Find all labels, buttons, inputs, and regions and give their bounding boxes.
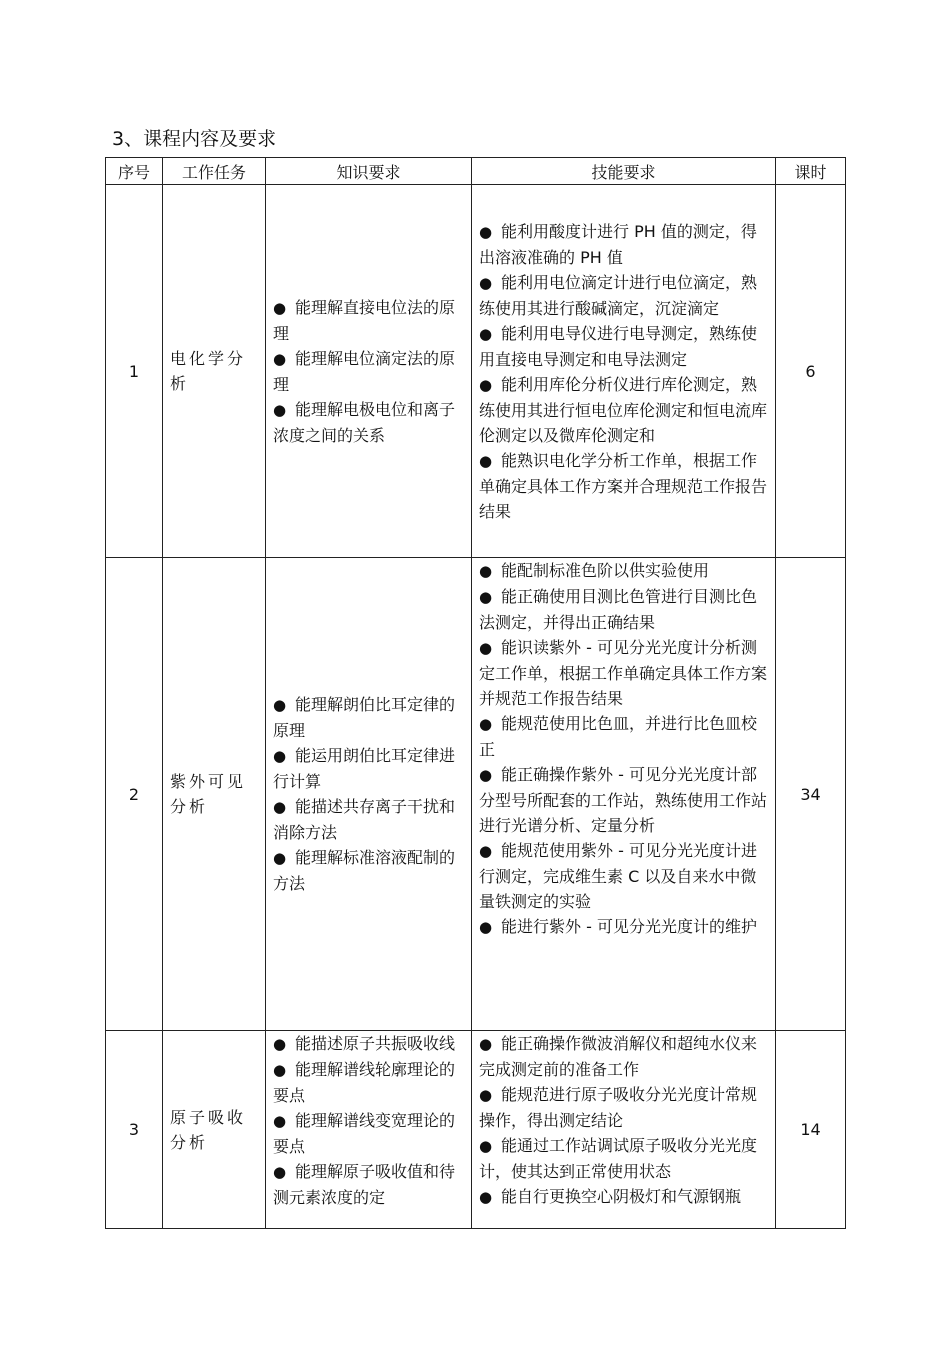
bullet-icon: ● — [479, 222, 493, 241]
bullet-icon: ● — [479, 1188, 493, 1206]
skill-text: 能配制标准色阶以供实验使用 — [501, 561, 710, 580]
section-heading: 3、课程内容及要求 — [112, 128, 277, 150]
header-skill: 技能要求 — [472, 158, 776, 185]
knowledge-item — [273, 295, 465, 346]
hours-cell: 34 — [776, 558, 846, 1031]
bullet-icon: ● — [273, 1035, 287, 1053]
bullet-icon: ● — [479, 1137, 493, 1155]
bullet-icon: ● — [479, 639, 493, 657]
bullet-icon: ● — [479, 766, 493, 784]
bullet-icon: ● — [273, 400, 287, 419]
course-table — [105, 157, 846, 1229]
bullet-icon: ● — [273, 696, 287, 714]
knowledge-item — [273, 794, 465, 845]
skill-text: 能利用电位滴定计进行电位滴定，熟练使用其进行酸碱滴定，沉淀滴定 — [479, 272, 758, 318]
bullet-icon: ● — [479, 1035, 493, 1053]
skill-item — [479, 584, 769, 635]
knowledge-item — [273, 1159, 465, 1210]
knowledge-text: 能理解电极电位和离子浓度之间的关系 — [273, 399, 456, 445]
skill-text: 能利用酸度计进行 PH 值的测定，得出溶液准确的 PH 值 — [479, 221, 757, 267]
skill-text: 能进行紫外 - 可见分光光度计的维护 — [501, 917, 757, 936]
bullet-icon: ● — [273, 1061, 287, 1079]
knowledge-cell — [266, 558, 472, 1031]
knowledge-cell — [266, 185, 472, 558]
skill-cell — [472, 1031, 776, 1229]
knowledge-text: 能理解标准溶液配制的方法 — [273, 848, 456, 893]
knowledge-text: 能理解电位滴定法的原理 — [273, 348, 456, 394]
bullet-icon: ● — [479, 1086, 493, 1104]
skill-text: 能熟识电化学分析工作单，根据工作单确定具体工作方案并合理规范工作报告结果 — [479, 450, 768, 521]
knowledge-item — [273, 845, 465, 896]
bullet-icon: ● — [273, 747, 287, 765]
table-row — [106, 558, 846, 1031]
skill-text: 能规范使用比色皿，并进行比色皿校正 — [479, 714, 758, 759]
skill-text: 能利用库伦分析仪进行库伦测定，熟练使用其进行恒电位库伦测定和恒电流库伦测定以及微库伦测定和 — [479, 374, 768, 445]
skill-cell — [472, 558, 776, 1031]
skill-text: 能正确操作紫外 - 可见分光光度计部分型号所配套的工作站，熟练使用工作站进行光谱分析、定量分析 — [479, 765, 768, 835]
knowledge-cell — [266, 1031, 472, 1229]
skill-item — [479, 1133, 769, 1184]
bullet-icon: ● — [273, 1163, 287, 1181]
skill-item — [479, 1082, 769, 1133]
skill-text: 能规范使用紫外 - 可见分光光度计进行测定，完成维生素 C 以及自来水中微量铁测定的实验 — [479, 841, 757, 911]
task-name: 原子吸收分析 — [163, 1031, 266, 1229]
bullet-icon: ● — [479, 842, 493, 860]
skill-item — [479, 711, 769, 762]
bullet-icon: ● — [479, 918, 493, 936]
skill-item — [479, 1184, 769, 1210]
knowledge-text: 能理解谱线变宽理论的要点 — [273, 1111, 456, 1156]
knowledge-item — [273, 1031, 465, 1057]
skill-text: 能利用电导仪进行电导测定，熟练使用直接电导测定和电导法测定 — [479, 323, 758, 369]
hours-cell: 6 — [776, 185, 846, 558]
knowledge-item — [273, 743, 465, 794]
skill-item — [479, 838, 769, 914]
skill-text: 能正确操作微波消解仪和超纯水仪来完成测定前的准备工作 — [479, 1034, 758, 1079]
header-number: 序号 — [106, 158, 163, 185]
skill-item — [479, 448, 769, 524]
bullet-icon: ● — [273, 298, 287, 317]
knowledge-text: 能理解谱线轮廓理论的要点 — [273, 1060, 456, 1105]
bullet-icon: ● — [479, 273, 493, 292]
skill-item — [479, 558, 769, 584]
task-name: 电化学分析 — [163, 185, 266, 558]
row-number: 1 — [106, 185, 163, 558]
skill-item — [479, 914, 769, 940]
bullet-icon: ● — [479, 588, 493, 606]
knowledge-text: 能理解直接电位法的原理 — [273, 297, 456, 343]
row-number: 3 — [106, 1031, 163, 1229]
bullet-icon: ● — [479, 451, 493, 470]
bullet-icon: ● — [273, 798, 287, 816]
skill-text: 能正确使用目测比色管进行目测比色法测定，并得出正确结果 — [479, 587, 758, 632]
knowledge-text: 能理解原子吸收值和待测元素浓度的定 — [273, 1162, 456, 1207]
skill-item — [479, 635, 769, 711]
task-name: 紫外可见分析 — [163, 558, 266, 1031]
knowledge-text: 能描述共存离子干扰和消除方法 — [273, 797, 456, 842]
bullet-icon: ● — [479, 562, 493, 580]
bullet-icon: ● — [273, 849, 287, 867]
skill-item — [479, 321, 769, 372]
bullet-icon: ● — [479, 375, 493, 394]
knowledge-text: 能描述原子共振吸收线 — [295, 1034, 456, 1053]
table-row — [106, 185, 846, 558]
knowledge-item — [273, 692, 465, 743]
knowledge-text: 能运用朗伯比耳定律进行计算 — [273, 746, 456, 791]
skill-item — [479, 270, 769, 321]
row-number: 2 — [106, 558, 163, 1031]
skill-item — [479, 372, 769, 448]
skill-text: 能通过工作站调试原子吸收分光光度计，使其达到正常使用状态 — [479, 1136, 758, 1181]
knowledge-item — [273, 1057, 465, 1108]
skill-text: 能识读紫外 - 可见分光光度计分析测定工作单，根据工作单确定具体工作方案并规范工作报告结果 — [479, 638, 768, 708]
bullet-icon: ● — [273, 349, 287, 368]
skill-cell — [472, 185, 776, 558]
header-knowledge: 知识要求 — [266, 158, 472, 185]
header-task: 工作任务 — [163, 158, 266, 185]
bullet-icon: ● — [479, 324, 493, 343]
skill-item — [479, 762, 769, 838]
bullet-icon: ● — [479, 715, 493, 733]
knowledge-item — [273, 1108, 465, 1159]
knowledge-text: 能理解朗伯比耳定律的原理 — [273, 695, 456, 740]
skill-item — [479, 219, 769, 270]
table-row — [106, 1031, 846, 1229]
skill-text: 能自行更换空心阴极灯和气源钢瓶 — [501, 1187, 742, 1206]
bullet-icon: ● — [273, 1112, 287, 1130]
table-header-row — [106, 158, 846, 185]
knowledge-item — [273, 397, 465, 448]
skill-text: 能规范进行原子吸收分光光度计常规操作，得出测定结论 — [479, 1085, 758, 1130]
skill-item — [479, 1031, 769, 1082]
hours-cell: 14 — [776, 1031, 846, 1229]
header-hours: 课时 — [776, 158, 846, 185]
knowledge-item — [273, 346, 465, 397]
